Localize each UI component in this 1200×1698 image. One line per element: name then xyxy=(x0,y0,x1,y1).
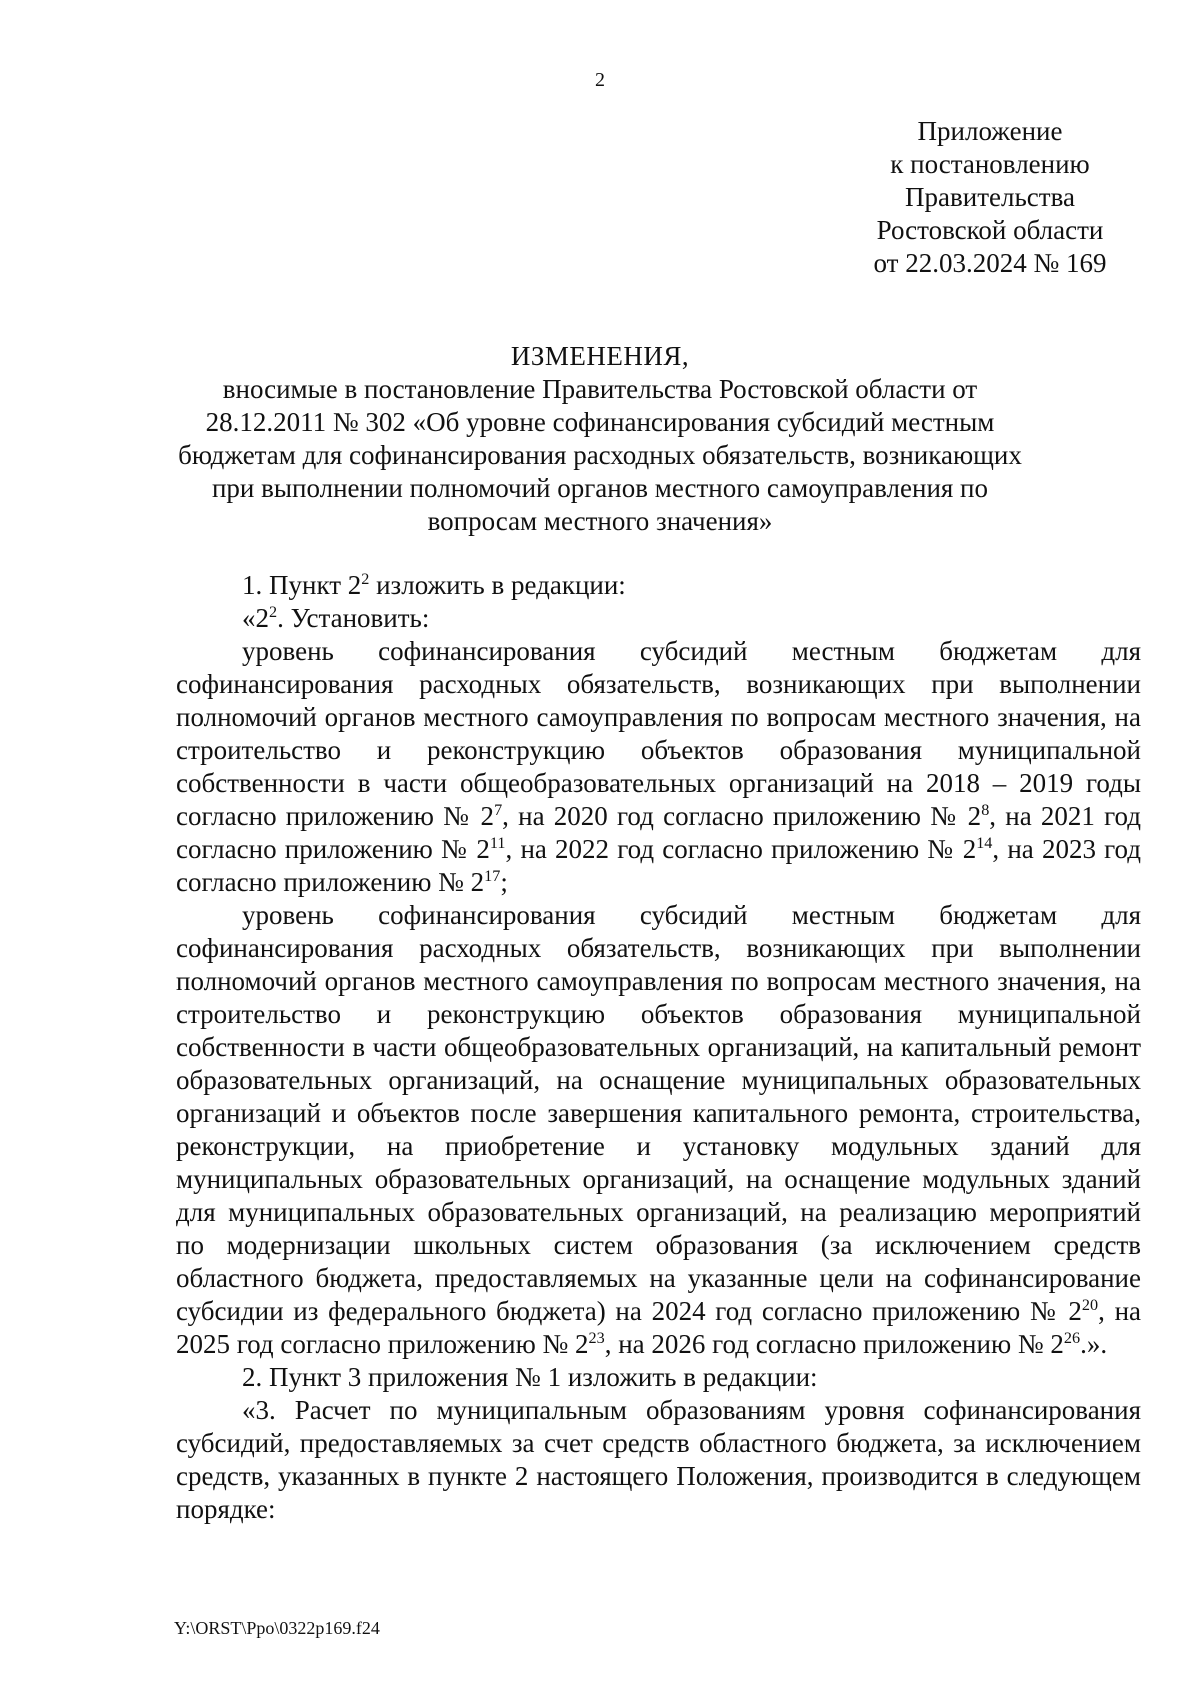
text-run: , на 2025 год согласно приложению № 2 xyxy=(176,1296,1141,1359)
paragraph-2 xyxy=(176,602,1141,635)
text-run: «2 xyxy=(242,603,269,633)
text-run: , на 2020 год согласно приложению № 2 xyxy=(502,801,982,831)
superscript: 26 xyxy=(1063,1329,1081,1347)
footer-file-path: Y:\ORST\Ppo\0322p169.f24 xyxy=(174,1618,380,1638)
superscript: 8 xyxy=(981,801,990,819)
text-run: , на 2021 год согласно приложению № 2 xyxy=(176,801,1142,864)
superscript: 17 xyxy=(484,867,501,885)
paragraph-1 xyxy=(176,569,1141,602)
text-run: , на 2023 год согласно приложению № 2 xyxy=(176,834,1142,897)
text-run: , на 2026 год согласно приложению № 2 xyxy=(604,1329,1064,1359)
superscript: 20 xyxy=(1081,1296,1099,1314)
paragraph-4 xyxy=(176,899,1141,1361)
superscript: 2 xyxy=(269,603,278,621)
appendix-block xyxy=(820,115,1160,280)
text-run: . Установить: xyxy=(277,603,430,633)
appendix-line: от 22.03.2024 № 169 xyxy=(873,248,1107,278)
paragraph-5: 2. Пункт 3 приложения № 1 изложить в редакции: xyxy=(242,1362,818,1392)
superscript: 14 xyxy=(976,834,993,852)
text-run: .». xyxy=(1080,1329,1108,1359)
page-number: 2 xyxy=(595,69,605,91)
text-run: ; xyxy=(500,867,508,897)
document-title-block xyxy=(160,340,1040,538)
appendix-line: к постановлению xyxy=(890,149,1090,179)
text-run: уровень софинансирования субсидий местным бюджетам для софинансирования расходных обязательств, возникающих при выполнении полномочий органов местного самоуправления по вопросам местного значения, на строительство и реконструкцию объектов образования муниципальной собственности в части общеобразовательных организаций, на капитальный ремонт образовательных организаций, на оснащение муниципальных образовательных организаций и объектов после завершения капитального ремонта, строительства, реконструкции, на приобретение и установку модульных зданий для муниципальных образовательных организаций, на оснащение модульных зданий для муниципальных образовательных организаций, на реализацию мероприятий по модернизации школьных систем образования (за исключением средств областного бюджета, предоставляемых на указанные цели на софинансирование субсидии из федерального бюджета) на 2024 год согласно приложению № 2 xyxy=(176,900,1141,1326)
text-run: 1. Пункт 2 xyxy=(242,570,362,600)
appendix-line: Правительства xyxy=(905,182,1075,212)
document-title: ИЗМЕНЕНИЯ, xyxy=(510,341,690,371)
superscript: 2 xyxy=(361,570,370,588)
paragraph-3 xyxy=(176,635,1141,899)
appendix-line: Ростовской области xyxy=(876,215,1104,245)
paragraph-6: «3. Расчет по муниципальным образованиям уровня софинансирования субсидий, предоставляемых за счет средств областного бюджета, за исключением средств, указанных в пункте 2 настоящего Положения, производится в следующем порядке: xyxy=(176,1395,1141,1524)
document-subtitle: вносимые в постановление Правительства Ростовской области от 28.12.2011 № 302 «Об уровне софинансирования субсидий местным бюджетам для софинансирования расходных обязательств, возникающих при выполнении полномочий органов местного самоуправления по вопросам местного значения» xyxy=(178,374,1022,536)
document-body xyxy=(176,569,1141,1526)
superscript: 11 xyxy=(489,834,506,852)
superscript: 23 xyxy=(588,1329,605,1347)
appendix-line: Приложение xyxy=(917,116,1063,146)
text-run: уровень софинансирования субсидий местным бюджетам для софинансирования расходных обязательств, возникающих при выполнении полномочий органов местного самоуправления по вопросам местного значения, на строительство и реконструкцию объектов образования муниципальной собственности в части общеобразовательных организаций на 2018 – 2019 годы согласно приложению № 2 xyxy=(176,636,1141,831)
text-run: , на 2022 год согласно приложению № 2 xyxy=(505,834,977,864)
superscript: 7 xyxy=(494,801,503,819)
text-run: изложить в редакции: xyxy=(369,570,626,600)
